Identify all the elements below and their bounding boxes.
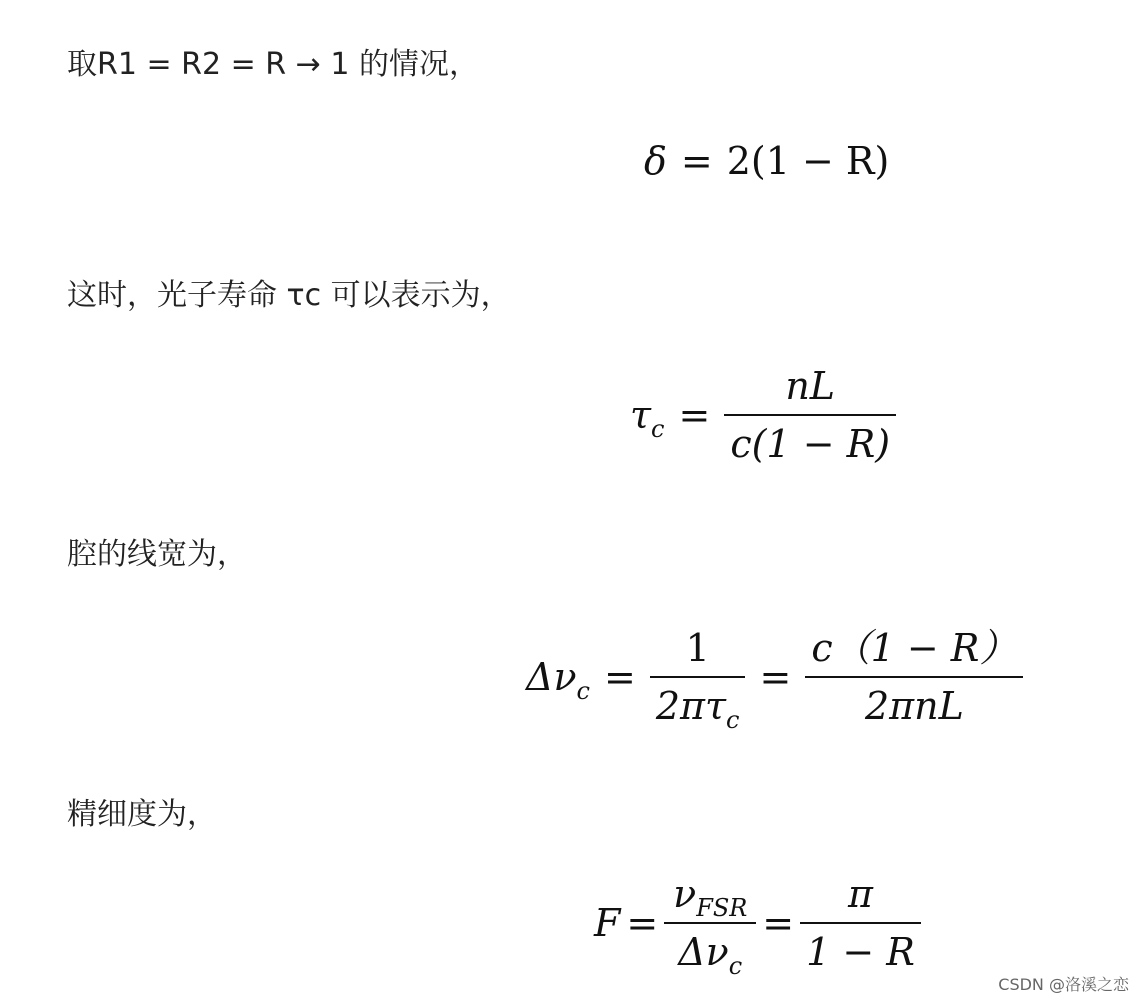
eq4-fraction-1-denominator: $\Delta\nu_c$ [678, 930, 743, 980]
eq1-lhs: δ [644, 139, 667, 183]
equation-delta [644, 136, 889, 186]
eq3-equals-2: = [759, 655, 792, 699]
equation-cavity-linewidth [526, 622, 1023, 732]
eq3-lhs: $\Delta\nu_c$ [526, 655, 590, 705]
equation-photon-lifetime [630, 360, 896, 470]
eq2-lhs: $\tau_c$ [630, 393, 665, 443]
text-paragraph-1: 取R1 = R2 = R → 1 的情况， [67, 47, 479, 82]
eq2-equals: = [678, 393, 711, 437]
eq2-denominator: c(1 − R) [730, 422, 891, 466]
eq4-fraction-2 [800, 872, 921, 974]
eq4-lhs: F [594, 901, 621, 945]
eq2-fraction [724, 364, 896, 466]
eq4-fraction-2-numerator: π [847, 872, 873, 916]
eq3-fraction-2-denominator: 2πnL [864, 684, 964, 728]
eq4-equals-1: = [626, 901, 659, 945]
eq4-fraction-2-denominator: 1 − R [806, 930, 915, 974]
equation-finesse [594, 868, 921, 978]
eq4-fraction-1-numerator: $\nu_{FSR}$ [673, 872, 748, 922]
eq3-fraction-1-denominator: $2\pi\tau_c$ [655, 684, 740, 734]
eq1-equals: = [680, 139, 713, 183]
eq4-fraction-1 [664, 872, 756, 980]
eq3-fraction-2-numerator: c（1 − R） [811, 626, 1018, 670]
eq3-fraction-2 [805, 626, 1023, 728]
eq3-fraction-1-numerator: 1 [685, 626, 710, 670]
eq3-equals-1: = [604, 655, 636, 699]
eq3-fraction-1 [650, 626, 746, 734]
eq4-equals-2: = [762, 901, 795, 945]
eq1-rhs: 2(1 − R) [726, 139, 890, 183]
text-paragraph-2: 这时，光子寿命 τc 可以表示为， [67, 278, 511, 313]
eq2-numerator: nL [785, 364, 836, 408]
text-paragraph-4: 精细度为， [67, 797, 217, 832]
text-paragraph-3: 腔的线宽为， [67, 537, 247, 572]
csdn-watermark: CSDN @洛溪之恋 [998, 975, 1129, 994]
